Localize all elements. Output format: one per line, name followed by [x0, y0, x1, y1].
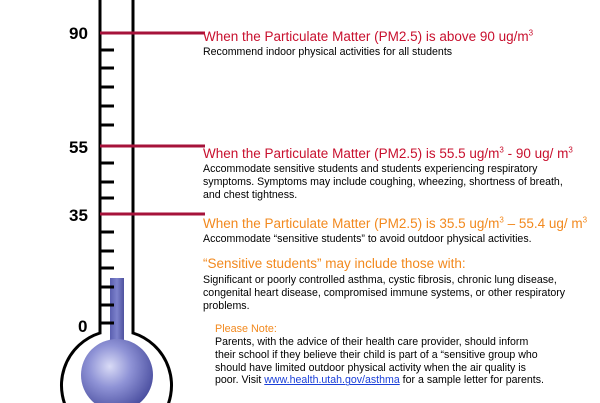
- level-35-block: [203, 215, 588, 246]
- level-35-line: Accommodate “sensitive students” to avoid outdoor physical activities.: [203, 233, 532, 245]
- asthma-website-link[interactable]: www.health.utah.gov/asthma: [264, 374, 400, 387]
- sensitive-students-block: [203, 256, 580, 313]
- level-lines: [100, 33, 205, 214]
- level-35-heading: When the Particulate Matter (PM2.5) is 35.5 $ug/m^3 - 55.4$ ug/ $m^3$: [203, 215, 588, 231]
- thermometer: [0, 0, 205, 403]
- sensitive-heading: “Sensitive students” may include those with:: [203, 256, 466, 271]
- level-90-block: [203, 29, 580, 59]
- level-55-line-3: and chest tightness.: [203, 189, 298, 201]
- mercury-bulb: [81, 339, 153, 403]
- sensitive-line-1: Significant or poorly controlled asthma, cystic fibrosis, chronic lung disease,: [203, 274, 557, 286]
- scale-label-0: 0: [78, 317, 88, 336]
- note-line-3: should have limited outdoor physical activity when the air quality is: [215, 361, 526, 374]
- please-note-block: [215, 323, 595, 387]
- level-55-block: [203, 146, 580, 202]
- level-90-line: Recommend indoor physical activities for all students: [203, 46, 453, 58]
- level-55-line-1: Accommodate sensitive students and students experiencing respiratory: [203, 163, 538, 175]
- level-55-heading: When the Particulate Matter (PM2.5) is 55.5 $ug/m^3 - 90$ ug/ $m^3$: [203, 145, 573, 161]
- note-title: Please Note:: [215, 323, 277, 335]
- sensitive-line-2: congenital heart disease, compromised immune systems, or other respiratory: [203, 287, 566, 299]
- level-90-heading: When the Particulate Matter (PM2.5) is above 90 $ug/m^3$: [203, 28, 534, 44]
- scale-label-35: 35: [69, 206, 88, 225]
- sensitive-line-3: problems.: [203, 300, 250, 312]
- scale-label-90: 90: [69, 24, 88, 43]
- note-line-1: Parents, with the advice of their health care provider, should inform: [215, 336, 529, 348]
- note-line-4: poor. Visit www.health.utah.gov/asthma for a sample letter for parents.: [215, 374, 544, 387]
- level-55-line-2: symptoms. Symptoms may include coughing, wheezing, shortness of breath,: [203, 176, 563, 188]
- scale-label-55: 55: [69, 138, 88, 157]
- note-line-2: their school if they believe their child is part of a “sensitive group who: [215, 348, 538, 361]
